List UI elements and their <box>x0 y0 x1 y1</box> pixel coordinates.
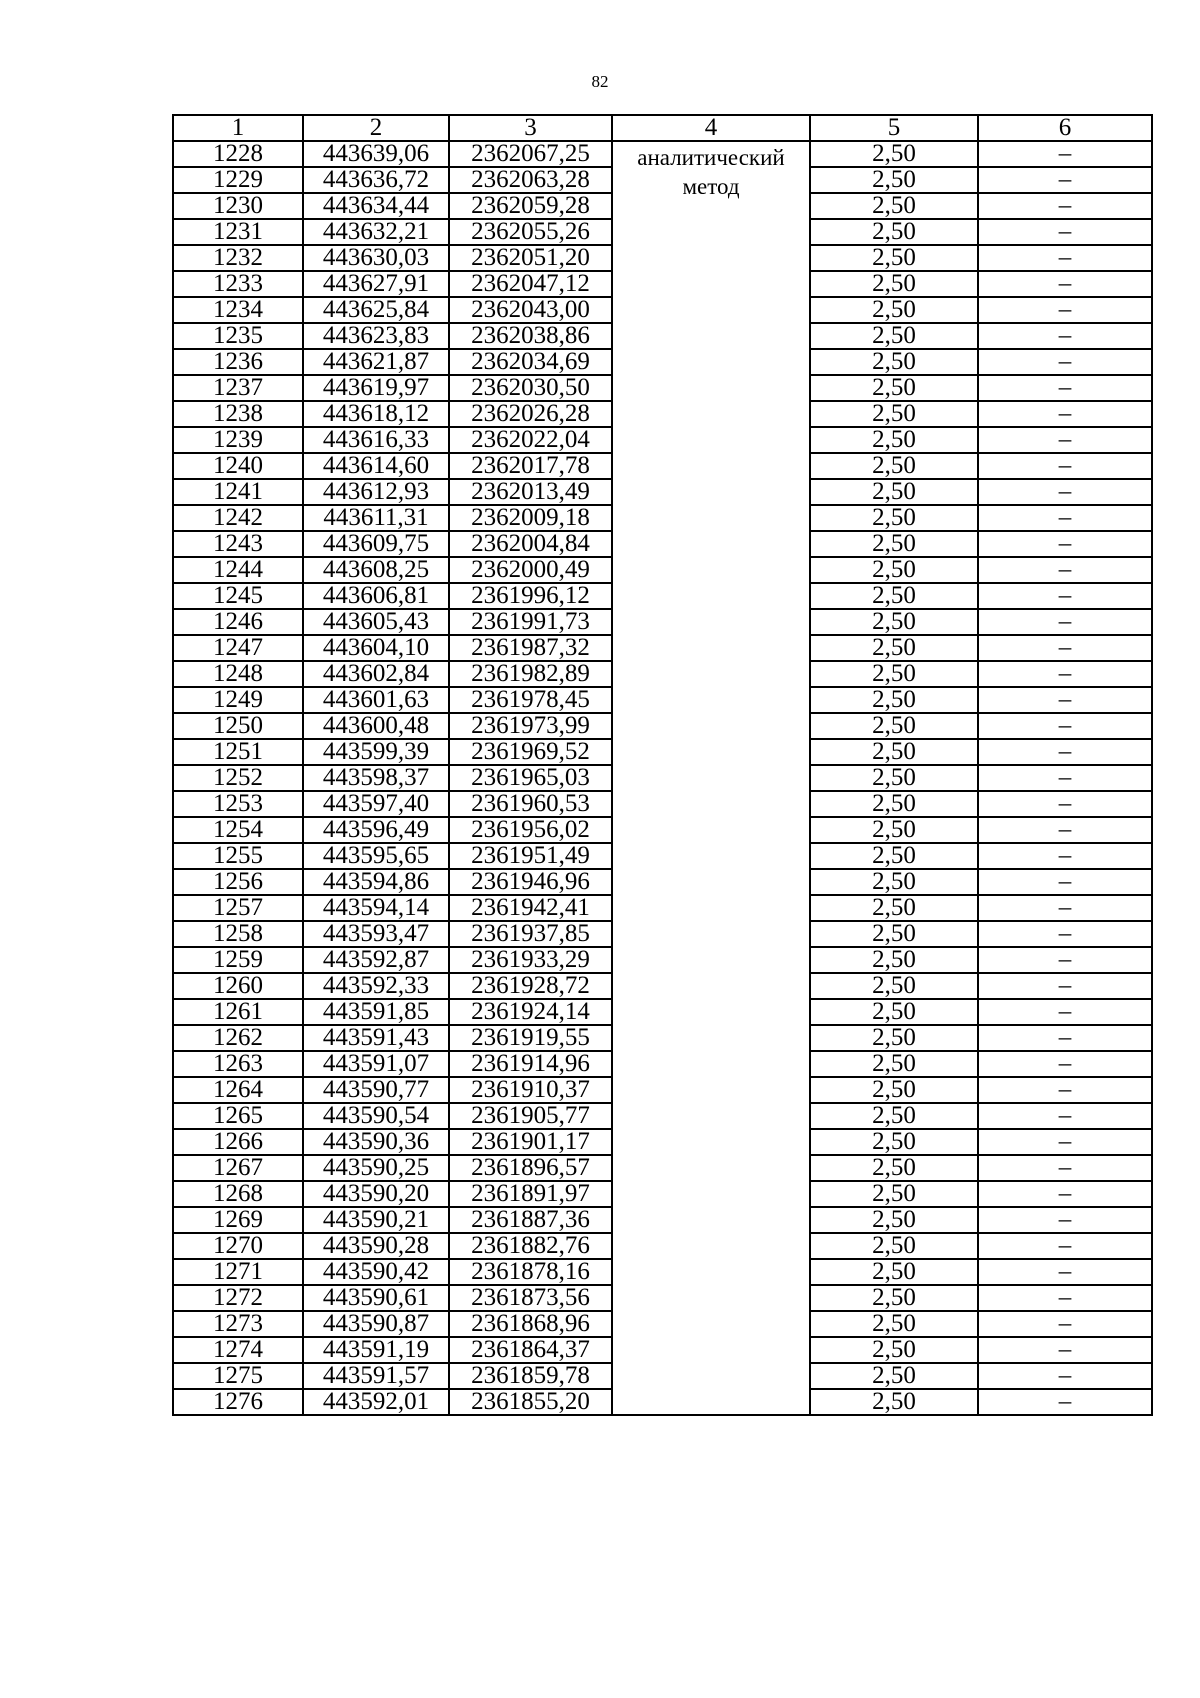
x-coordinate-cell: 443597,40 <box>303 791 449 817</box>
point-number-cell: 1238 <box>173 401 303 427</box>
accuracy-cell: 2,50 <box>810 1025 978 1051</box>
accuracy-cell: 2,50 <box>810 1077 978 1103</box>
x-coordinate-cell: 443594,86 <box>303 869 449 895</box>
x-coordinate-cell: 443590,21 <box>303 1207 449 1233</box>
x-coordinate-cell: 443616,33 <box>303 427 449 453</box>
y-coordinate-cell: 2361855,20 <box>449 1389 612 1415</box>
y-coordinate-cell: 2361878,16 <box>449 1259 612 1285</box>
accuracy-cell: 2,50 <box>810 713 978 739</box>
note-cell: – <box>978 999 1152 1025</box>
note-cell: – <box>978 635 1152 661</box>
y-coordinate-cell: 2362055,26 <box>449 219 612 245</box>
y-coordinate-cell: 2361924,14 <box>449 999 612 1025</box>
point-number-cell: 1256 <box>173 869 303 895</box>
note-cell: – <box>978 193 1152 219</box>
accuracy-cell: 2,50 <box>810 1233 978 1259</box>
point-number-cell: 1271 <box>173 1259 303 1285</box>
note-cell: – <box>978 271 1152 297</box>
x-coordinate-cell: 443600,48 <box>303 713 449 739</box>
point-number-cell: 1243 <box>173 531 303 557</box>
x-coordinate-cell: 443608,25 <box>303 557 449 583</box>
point-number-cell: 1250 <box>173 713 303 739</box>
accuracy-cell: 2,50 <box>810 1363 978 1389</box>
note-cell: – <box>978 843 1152 869</box>
note-cell: – <box>978 1259 1152 1285</box>
accuracy-cell: 2,50 <box>810 973 978 999</box>
point-number-cell: 1253 <box>173 791 303 817</box>
x-coordinate-cell: 443630,03 <box>303 245 449 271</box>
x-coordinate-cell: 443591,07 <box>303 1051 449 1077</box>
y-coordinate-cell: 2362030,50 <box>449 375 612 401</box>
note-cell: – <box>978 297 1152 323</box>
y-coordinate-cell: 2361942,41 <box>449 895 612 921</box>
accuracy-cell: 2,50 <box>810 635 978 661</box>
point-number-cell: 1234 <box>173 297 303 323</box>
accuracy-cell: 2,50 <box>810 505 978 531</box>
page-number: 82 <box>591 72 609 91</box>
accuracy-cell: 2,50 <box>810 427 978 453</box>
accuracy-cell: 2,50 <box>810 687 978 713</box>
x-coordinate-cell: 443591,19 <box>303 1337 449 1363</box>
y-coordinate-cell: 2361905,77 <box>449 1103 612 1129</box>
x-coordinate-cell: 443591,43 <box>303 1025 449 1051</box>
y-coordinate-cell: 2361896,57 <box>449 1155 612 1181</box>
y-coordinate-cell: 2361956,02 <box>449 817 612 843</box>
note-cell: – <box>978 1389 1152 1415</box>
accuracy-cell: 2,50 <box>810 1129 978 1155</box>
x-coordinate-cell: 443634,44 <box>303 193 449 219</box>
y-coordinate-cell: 2361969,52 <box>449 739 612 765</box>
accuracy-cell: 2,50 <box>810 1337 978 1363</box>
note-cell: – <box>978 1051 1152 1077</box>
point-number-cell: 1249 <box>173 687 303 713</box>
note-cell: – <box>978 765 1152 791</box>
point-number-cell: 1233 <box>173 271 303 297</box>
y-coordinate-cell: 2362043,00 <box>449 297 612 323</box>
accuracy-cell: 2,50 <box>810 1389 978 1415</box>
y-coordinate-cell: 2362013,49 <box>449 479 612 505</box>
x-coordinate-cell: 443590,54 <box>303 1103 449 1129</box>
point-number-cell: 1232 <box>173 245 303 271</box>
note-cell: – <box>978 141 1152 167</box>
point-number-cell: 1269 <box>173 1207 303 1233</box>
accuracy-cell: 2,50 <box>810 453 978 479</box>
point-number-cell: 1264 <box>173 1077 303 1103</box>
x-coordinate-cell: 443590,36 <box>303 1129 449 1155</box>
point-number-cell: 1237 <box>173 375 303 401</box>
accuracy-cell: 2,50 <box>810 245 978 271</box>
x-coordinate-cell: 443592,01 <box>303 1389 449 1415</box>
point-number-cell: 1272 <box>173 1285 303 1311</box>
note-cell: – <box>978 817 1152 843</box>
x-coordinate-cell: 443590,61 <box>303 1285 449 1311</box>
point-number-cell: 1273 <box>173 1311 303 1337</box>
accuracy-cell: 2,50 <box>810 791 978 817</box>
accuracy-cell: 2,50 <box>810 557 978 583</box>
note-cell: – <box>978 1155 1152 1181</box>
x-coordinate-cell: 443605,43 <box>303 609 449 635</box>
accuracy-cell: 2,50 <box>810 609 978 635</box>
note-cell: – <box>978 1207 1152 1233</box>
note-cell: – <box>978 791 1152 817</box>
y-coordinate-cell: 2362004,84 <box>449 531 612 557</box>
accuracy-cell: 2,50 <box>810 1207 978 1233</box>
y-coordinate-cell: 2362047,12 <box>449 271 612 297</box>
y-coordinate-cell: 2361933,29 <box>449 947 612 973</box>
x-coordinate-cell: 443592,33 <box>303 973 449 999</box>
x-coordinate-cell: 443592,87 <box>303 947 449 973</box>
note-cell: – <box>978 375 1152 401</box>
x-coordinate-cell: 443632,21 <box>303 219 449 245</box>
x-coordinate-cell: 443599,39 <box>303 739 449 765</box>
point-number-cell: 1259 <box>173 947 303 973</box>
point-number-cell: 1244 <box>173 557 303 583</box>
point-number-cell: 1262 <box>173 1025 303 1051</box>
y-coordinate-cell: 2362038,86 <box>449 323 612 349</box>
note-cell: – <box>978 921 1152 947</box>
point-number-cell: 1235 <box>173 323 303 349</box>
y-coordinate-cell: 2361978,45 <box>449 687 612 713</box>
note-cell: – <box>978 453 1152 479</box>
note-cell: – <box>978 531 1152 557</box>
point-number-cell: 1263 <box>173 1051 303 1077</box>
accuracy-cell: 2,50 <box>810 765 978 791</box>
column-header-5: 5 <box>810 115 978 141</box>
point-number-cell: 1245 <box>173 583 303 609</box>
accuracy-cell: 2,50 <box>810 219 978 245</box>
accuracy-cell: 2,50 <box>810 1155 978 1181</box>
y-coordinate-cell: 2361928,72 <box>449 973 612 999</box>
x-coordinate-cell: 443604,10 <box>303 635 449 661</box>
y-coordinate-cell: 2361982,89 <box>449 661 612 687</box>
note-cell: – <box>978 739 1152 765</box>
accuracy-cell: 2,50 <box>810 583 978 609</box>
y-coordinate-cell: 2361919,55 <box>449 1025 612 1051</box>
y-coordinate-cell: 2361910,37 <box>449 1077 612 1103</box>
point-number-cell: 1276 <box>173 1389 303 1415</box>
x-coordinate-cell: 443614,60 <box>303 453 449 479</box>
note-cell: – <box>978 167 1152 193</box>
accuracy-cell: 2,50 <box>810 1285 978 1311</box>
x-coordinate-cell: 443602,84 <box>303 661 449 687</box>
point-number-cell: 1254 <box>173 817 303 843</box>
point-number-cell: 1265 <box>173 1103 303 1129</box>
accuracy-cell: 2,50 <box>810 271 978 297</box>
note-cell: – <box>978 219 1152 245</box>
y-coordinate-cell: 2362051,20 <box>449 245 612 271</box>
note-cell: – <box>978 245 1152 271</box>
y-coordinate-cell: 2362026,28 <box>449 401 612 427</box>
x-coordinate-cell: 443611,31 <box>303 505 449 531</box>
y-coordinate-cell: 2361987,32 <box>449 635 612 661</box>
x-coordinate-cell: 443590,42 <box>303 1259 449 1285</box>
y-coordinate-cell: 2362063,28 <box>449 167 612 193</box>
column-header-3: 3 <box>449 115 612 141</box>
method-cell: аналитический метод <box>612 141 810 1415</box>
x-coordinate-cell: 443590,87 <box>303 1311 449 1337</box>
accuracy-cell: 2,50 <box>810 1051 978 1077</box>
x-coordinate-cell: 443627,91 <box>303 271 449 297</box>
accuracy-cell: 2,50 <box>810 843 978 869</box>
accuracy-cell: 2,50 <box>810 869 978 895</box>
point-number-cell: 1239 <box>173 427 303 453</box>
accuracy-cell: 2,50 <box>810 479 978 505</box>
y-coordinate-cell: 2361973,99 <box>449 713 612 739</box>
table-body <box>173 141 1152 1415</box>
note-cell: – <box>978 1181 1152 1207</box>
accuracy-cell: 2,50 <box>810 921 978 947</box>
y-coordinate-cell: 2362000,49 <box>449 557 612 583</box>
x-coordinate-cell: 443639,06 <box>303 141 449 167</box>
point-number-cell: 1274 <box>173 1337 303 1363</box>
point-number-cell: 1246 <box>173 609 303 635</box>
point-number-cell: 1252 <box>173 765 303 791</box>
y-coordinate-cell: 2361914,96 <box>449 1051 612 1077</box>
note-cell: – <box>978 1077 1152 1103</box>
x-coordinate-cell: 443609,75 <box>303 531 449 557</box>
y-coordinate-cell: 2361868,96 <box>449 1311 612 1337</box>
note-cell: – <box>978 947 1152 973</box>
note-cell: – <box>978 869 1152 895</box>
note-cell: – <box>978 1363 1152 1389</box>
x-coordinate-cell: 443618,12 <box>303 401 449 427</box>
x-coordinate-cell: 443591,57 <box>303 1363 449 1389</box>
accuracy-cell: 2,50 <box>810 1259 978 1285</box>
accuracy-cell: 2,50 <box>810 141 978 167</box>
column-header-6: 6 <box>978 115 1152 141</box>
point-number-cell: 1267 <box>173 1155 303 1181</box>
accuracy-cell: 2,50 <box>810 947 978 973</box>
y-coordinate-cell: 2361965,03 <box>449 765 612 791</box>
table-header-row <box>173 115 1152 141</box>
x-coordinate-cell: 443593,47 <box>303 921 449 947</box>
x-coordinate-cell: 443591,85 <box>303 999 449 1025</box>
accuracy-cell: 2,50 <box>810 1181 978 1207</box>
x-coordinate-cell: 443612,93 <box>303 479 449 505</box>
accuracy-cell: 2,50 <box>810 999 978 1025</box>
note-cell: – <box>978 505 1152 531</box>
x-coordinate-cell: 443598,37 <box>303 765 449 791</box>
y-coordinate-cell: 2361864,37 <box>449 1337 612 1363</box>
coordinates-table <box>172 114 1153 1416</box>
note-cell: – <box>978 1025 1152 1051</box>
y-coordinate-cell: 2362017,78 <box>449 453 612 479</box>
y-coordinate-cell: 2361951,49 <box>449 843 612 869</box>
note-cell: – <box>978 583 1152 609</box>
x-coordinate-cell: 443601,63 <box>303 687 449 713</box>
x-coordinate-cell: 443595,65 <box>303 843 449 869</box>
y-coordinate-cell: 2361991,73 <box>449 609 612 635</box>
accuracy-cell: 2,50 <box>810 739 978 765</box>
note-cell: – <box>978 1233 1152 1259</box>
point-number-cell: 1266 <box>173 1129 303 1155</box>
note-cell: – <box>978 349 1152 375</box>
point-number-cell: 1228 <box>173 141 303 167</box>
accuracy-cell: 2,50 <box>810 297 978 323</box>
x-coordinate-cell: 443625,84 <box>303 297 449 323</box>
point-number-cell: 1257 <box>173 895 303 921</box>
y-coordinate-cell: 2362059,28 <box>449 193 612 219</box>
point-number-cell: 1236 <box>173 349 303 375</box>
note-cell: – <box>978 401 1152 427</box>
x-coordinate-cell: 443590,20 <box>303 1181 449 1207</box>
x-coordinate-cell: 443590,28 <box>303 1233 449 1259</box>
point-number-cell: 1268 <box>173 1181 303 1207</box>
x-coordinate-cell: 443621,87 <box>303 349 449 375</box>
point-number-cell: 1270 <box>173 1233 303 1259</box>
accuracy-cell: 2,50 <box>810 1103 978 1129</box>
x-coordinate-cell: 443623,83 <box>303 323 449 349</box>
y-coordinate-cell: 2362022,04 <box>449 427 612 453</box>
note-cell: – <box>978 1129 1152 1155</box>
y-coordinate-cell: 2361891,97 <box>449 1181 612 1207</box>
accuracy-cell: 2,50 <box>810 375 978 401</box>
note-cell: – <box>978 973 1152 999</box>
note-cell: – <box>978 713 1152 739</box>
note-cell: – <box>978 687 1152 713</box>
y-coordinate-cell: 2361937,85 <box>449 921 612 947</box>
y-coordinate-cell: 2362034,69 <box>449 349 612 375</box>
y-coordinate-cell: 2361882,76 <box>449 1233 612 1259</box>
y-coordinate-cell: 2362009,18 <box>449 505 612 531</box>
x-coordinate-cell: 443590,25 <box>303 1155 449 1181</box>
point-number-cell: 1248 <box>173 661 303 687</box>
note-cell: – <box>978 557 1152 583</box>
note-cell: – <box>978 427 1152 453</box>
column-header-1: 1 <box>173 115 303 141</box>
x-coordinate-cell: 443636,72 <box>303 167 449 193</box>
point-number-cell: 1251 <box>173 739 303 765</box>
y-coordinate-cell: 2361887,36 <box>449 1207 612 1233</box>
accuracy-cell: 2,50 <box>810 895 978 921</box>
x-coordinate-cell: 443594,14 <box>303 895 449 921</box>
point-number-cell: 1261 <box>173 999 303 1025</box>
accuracy-cell: 2,50 <box>810 531 978 557</box>
x-coordinate-cell: 443619,97 <box>303 375 449 401</box>
point-number-cell: 1255 <box>173 843 303 869</box>
note-cell: – <box>978 1285 1152 1311</box>
note-cell: – <box>978 1311 1152 1337</box>
y-coordinate-cell: 2362067,25 <box>449 141 612 167</box>
note-cell: – <box>978 479 1152 505</box>
point-number-cell: 1229 <box>173 167 303 193</box>
x-coordinate-cell: 443590,77 <box>303 1077 449 1103</box>
point-number-cell: 1247 <box>173 635 303 661</box>
point-number-cell: 1241 <box>173 479 303 505</box>
point-number-cell: 1275 <box>173 1363 303 1389</box>
x-coordinate-cell: 443606,81 <box>303 583 449 609</box>
y-coordinate-cell: 2361901,17 <box>449 1129 612 1155</box>
point-number-cell: 1260 <box>173 973 303 999</box>
accuracy-cell: 2,50 <box>810 193 978 219</box>
note-cell: – <box>978 661 1152 687</box>
point-number-cell: 1258 <box>173 921 303 947</box>
accuracy-cell: 2,50 <box>810 661 978 687</box>
accuracy-cell: 2,50 <box>810 1311 978 1337</box>
accuracy-cell: 2,50 <box>810 817 978 843</box>
column-header-4: 4 <box>612 115 810 141</box>
table-row <box>173 141 1152 167</box>
point-number-cell: 1242 <box>173 505 303 531</box>
y-coordinate-cell: 2361960,53 <box>449 791 612 817</box>
note-cell: – <box>978 1337 1152 1363</box>
note-cell: – <box>978 895 1152 921</box>
accuracy-cell: 2,50 <box>810 401 978 427</box>
point-number-cell: 1230 <box>173 193 303 219</box>
accuracy-cell: 2,50 <box>810 323 978 349</box>
y-coordinate-cell: 2361996,12 <box>449 583 612 609</box>
column-header-2: 2 <box>303 115 449 141</box>
note-cell: – <box>978 323 1152 349</box>
y-coordinate-cell: 2361859,78 <box>449 1363 612 1389</box>
note-cell: – <box>978 609 1152 635</box>
point-number-cell: 1231 <box>173 219 303 245</box>
accuracy-cell: 2,50 <box>810 349 978 375</box>
y-coordinate-cell: 2361946,96 <box>449 869 612 895</box>
point-number-cell: 1240 <box>173 453 303 479</box>
note-cell: – <box>978 1103 1152 1129</box>
x-coordinate-cell: 443596,49 <box>303 817 449 843</box>
y-coordinate-cell: 2361873,56 <box>449 1285 612 1311</box>
accuracy-cell: 2,50 <box>810 167 978 193</box>
